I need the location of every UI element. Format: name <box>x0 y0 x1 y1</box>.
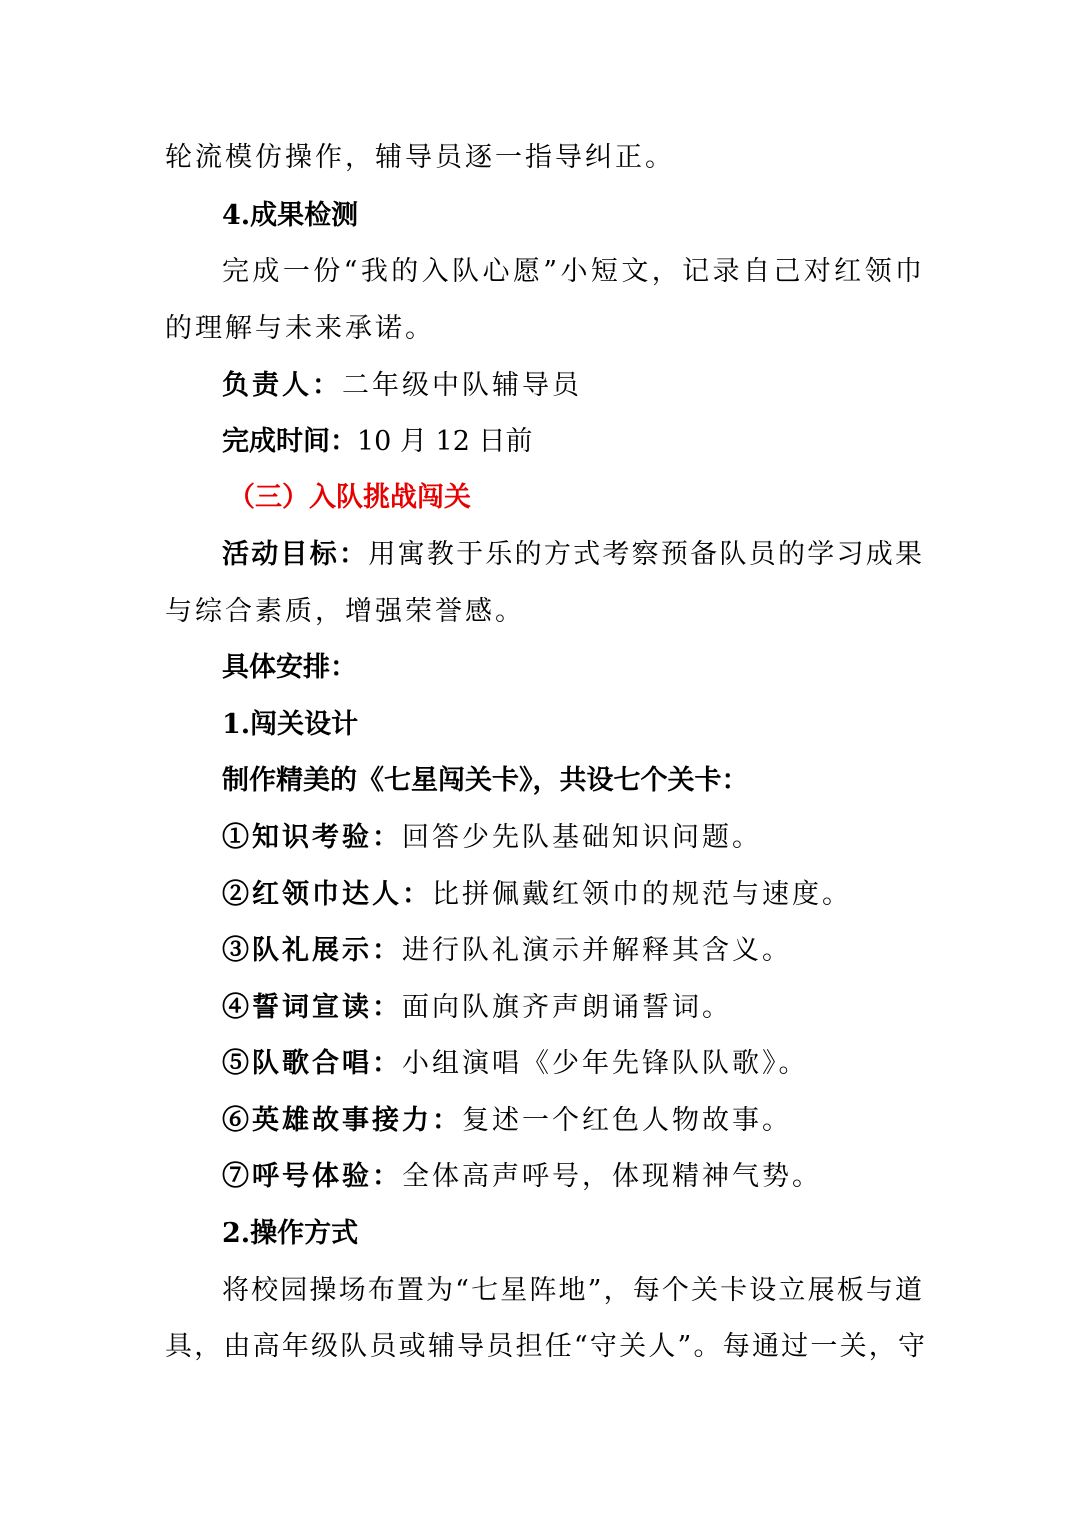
heading-text: 具体安排： <box>222 652 357 683</box>
text-run: 将校园操场布置为“七星阵地”，每个关卡设立展板与道 <box>222 1275 922 1306</box>
section-heading-4 <box>222 196 922 236</box>
responsible-person-line <box>222 366 922 406</box>
text-run: 的理解与未来承诺。 <box>165 313 435 344</box>
section-heading-3 <box>228 478 928 518</box>
paragraph-line <box>222 1271 922 1311</box>
label-text: ⑥英雄故事接力： <box>222 1105 462 1136</box>
text-run: 完成一份“我的入队心愿”小短文，记录自己对红领巾 <box>222 256 922 287</box>
text-run: 制作精美的《七星闯关卡》，共设七个关卡： <box>222 765 749 796</box>
section-heading-2 <box>222 1214 922 1254</box>
section-heading-1 <box>222 705 922 745</box>
list-item <box>222 988 922 1028</box>
label-text: 完成时间： <box>222 426 357 457</box>
arrangement-heading <box>222 648 922 688</box>
heading-text: （三）入队挑战闯关 <box>228 482 471 513</box>
label-text: ④誓词宣读： <box>222 992 402 1023</box>
text-run: 具，由高年级队员或辅导员担任“守关人”。每通过一关，守 <box>165 1331 925 1362</box>
completion-time-line <box>222 422 922 462</box>
text-run: 轮流模仿操作，辅导员逐一指导纠正。 <box>165 142 675 173</box>
paragraph-line <box>165 309 925 349</box>
list-item <box>222 875 922 915</box>
list-item <box>222 818 922 858</box>
paragraph-line <box>222 761 922 801</box>
value-text: 全体高声呼号，体现精神气势。 <box>402 1161 822 1192</box>
list-item <box>222 931 922 971</box>
heading-text: 1.闯关设计 <box>222 709 359 740</box>
list-item <box>222 1157 922 1197</box>
label-text: ②红领巾达人： <box>222 879 432 910</box>
label-text: ③队礼展示： <box>222 935 402 966</box>
heading-text: 4.成果检测 <box>222 200 359 231</box>
value-text: 比拼佩戴红领巾的规范与速度。 <box>432 879 852 910</box>
paragraph-line <box>165 138 925 178</box>
label-text: 负责人： <box>222 370 342 401</box>
activity-goal-line <box>222 535 922 575</box>
label-text: 活动目标： <box>222 539 369 570</box>
heading-text: 2.操作方式 <box>222 1218 359 1249</box>
value-text: 进行队礼演示并解释其含义。 <box>402 935 792 966</box>
text-run: 与综合素质，增强荣誉感。 <box>165 596 525 627</box>
value-text: 10 月 12 日前 <box>357 426 533 457</box>
value-text: 用寓教于乐的方式考察预备队员的学习成果 <box>368 539 922 570</box>
list-item <box>222 1101 922 1141</box>
paragraph-line <box>222 252 922 292</box>
value-text: 小组演唱《少年先锋队队歌》。 <box>402 1048 809 1079</box>
paragraph-line <box>165 592 925 632</box>
list-item <box>222 1044 922 1084</box>
label-text: ①知识考验： <box>222 822 402 853</box>
value-text: 二年级中队辅导员 <box>342 370 582 401</box>
value-text: 面向队旗齐声朗诵誓词。 <box>402 992 732 1023</box>
value-text: 复述一个红色人物故事。 <box>462 1105 792 1136</box>
label-text: ⑦呼号体验： <box>222 1161 402 1192</box>
value-text: 回答少先队基础知识问题。 <box>402 822 762 853</box>
label-text: ⑤队歌合唱： <box>222 1048 402 1079</box>
paragraph-line <box>165 1327 925 1367</box>
